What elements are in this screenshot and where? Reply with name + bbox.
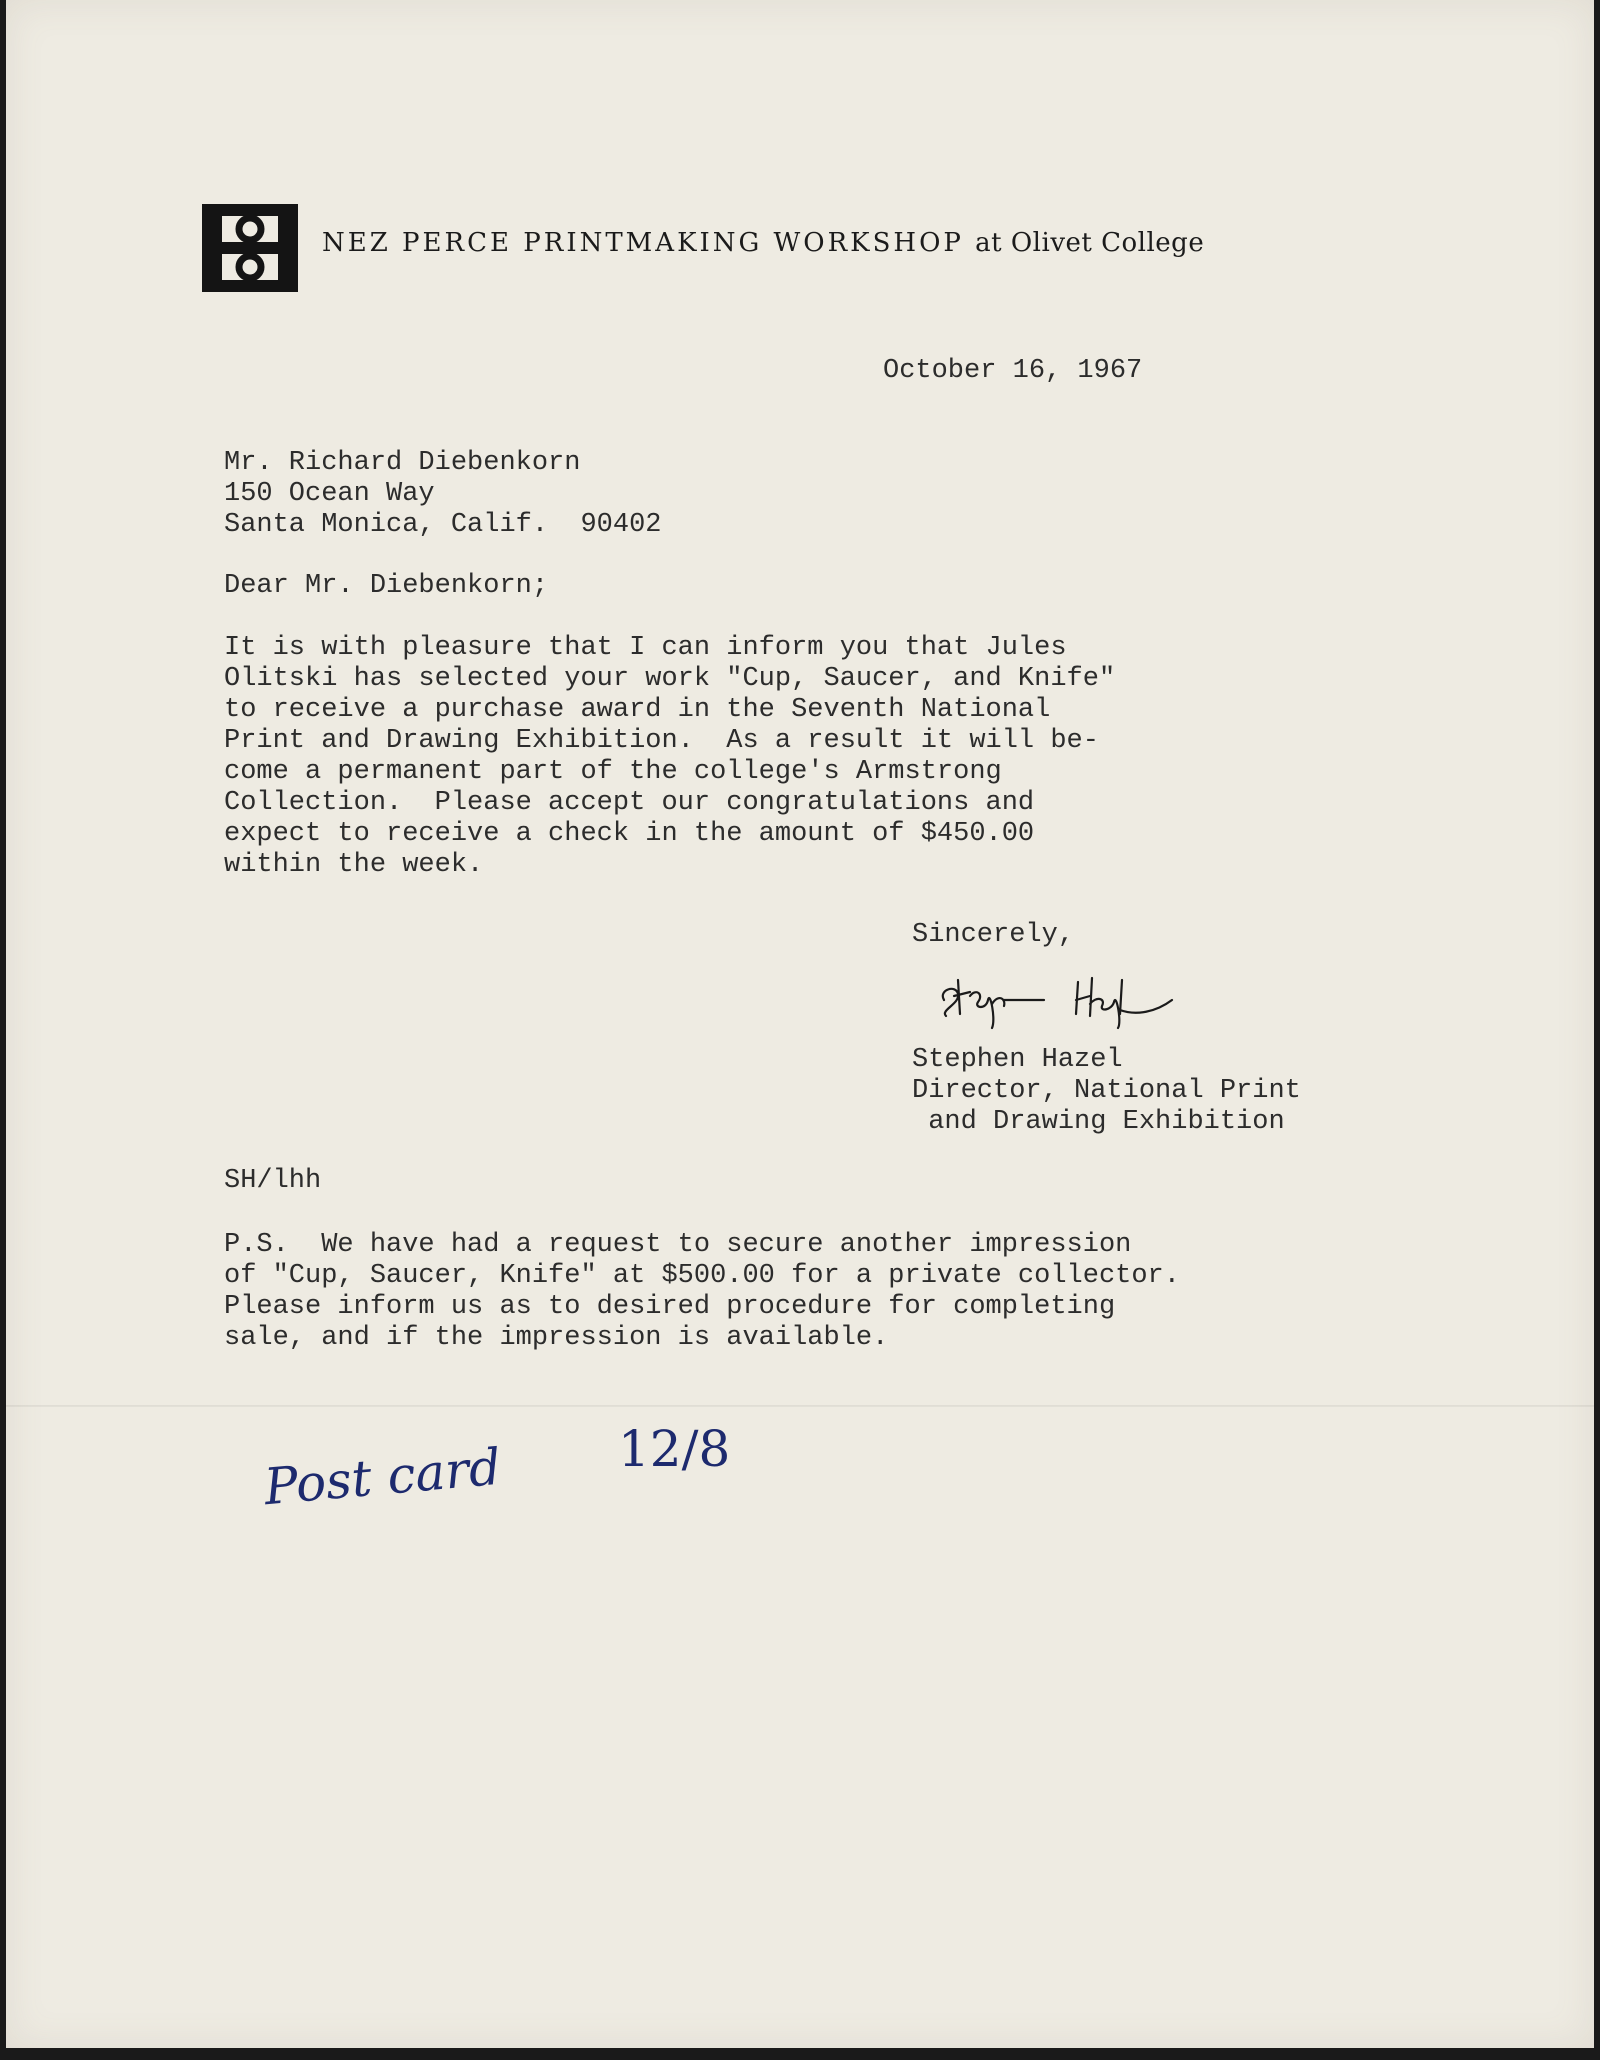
recipient-line: 150 Ocean Way	[224, 479, 435, 509]
workshop-logo-icon	[202, 204, 298, 292]
body-line: come a permanent part of the college's Armstrong	[224, 757, 1002, 787]
letterhead	[322, 228, 1204, 258]
ps-line: Please inform us as to desired procedure for completing	[224, 1292, 1116, 1322]
letterhead-suffix: at Olivet College	[975, 228, 1205, 258]
body-line: expect to receive a check in the amount of $450.00	[224, 819, 1035, 849]
letter-date: October 16, 1967	[883, 356, 1143, 386]
body-line: Collection. Please accept our congratulations and	[224, 788, 1035, 818]
ps-line: sale, and if the impression is available.	[224, 1323, 889, 1353]
body-line: within the week.	[224, 850, 484, 880]
signer-title: and Drawing Exhibition	[912, 1107, 1285, 1137]
letter-body	[224, 633, 1115, 881]
closing: Sincerely,	[912, 920, 1075, 950]
recipient-line: Santa Monica, Calif. 90402	[224, 510, 662, 540]
signer-block	[912, 1045, 1301, 1138]
postscript	[224, 1230, 1180, 1354]
body-line: to receive a purchase award in the Seventh National	[224, 695, 1051, 725]
ps-line: of "Cup, Saucer, Knife" at $500.00 for a private collector.	[224, 1261, 1180, 1291]
recipient-address	[224, 448, 661, 541]
fold-line	[6, 1405, 1594, 1407]
letterhead-name: NEZ PERCE PRINTMAKING WORKSHOP	[322, 228, 964, 258]
handwritten-signature	[936, 970, 1206, 1030]
signer-title: Director, National Print	[912, 1076, 1301, 1106]
recipient-line: Mr. Richard Diebenkorn	[224, 448, 581, 478]
body-line: Print and Drawing Exhibition. As a result it will be-	[224, 726, 1099, 756]
body-line: Olitski has selected your work "Cup, Saucer, and Knife"	[224, 664, 1116, 694]
ps-line: P.S. We have had a request to secure another impression	[224, 1230, 1132, 1260]
salutation: Dear Mr. Diebenkorn;	[224, 571, 549, 601]
body-line: It is with pleasure that I can inform you that Jules	[224, 633, 1067, 663]
handwritten-date: 12/8	[618, 1420, 731, 1478]
reference-initials: SH/lhh	[224, 1166, 322, 1196]
signer-name: Stephen Hazel	[912, 1045, 1123, 1075]
handwritten-note: Post card	[261, 1437, 504, 1517]
letter-page	[6, 0, 1594, 2048]
